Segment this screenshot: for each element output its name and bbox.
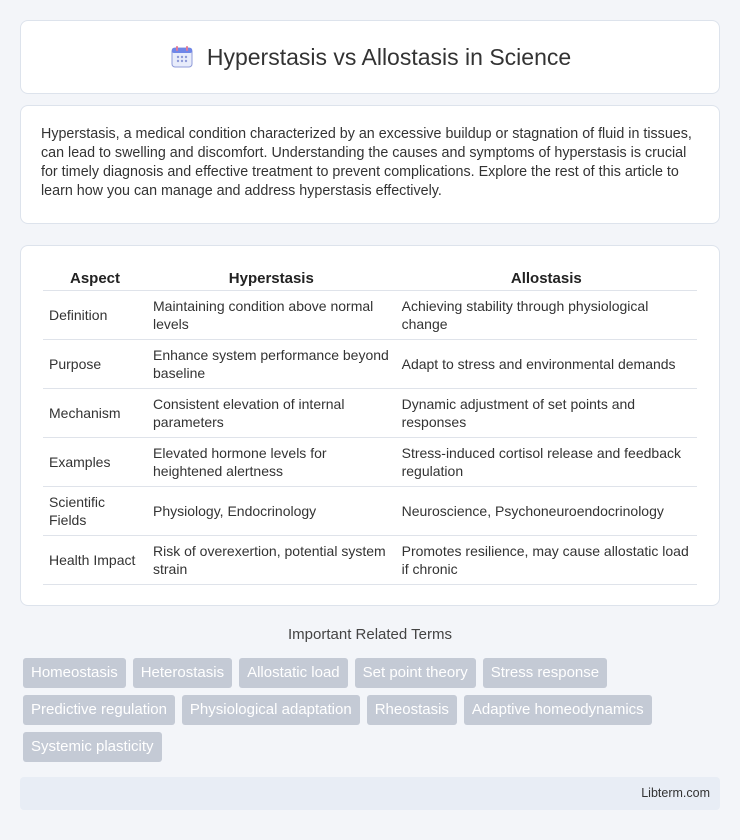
table-cell: Neuroscience, Psychoneuroendocrinology	[396, 486, 697, 535]
tag-predictive-regulation[interactable]: Predictive regulation	[23, 695, 175, 725]
tag-set-point-theory[interactable]: Set point theory	[355, 658, 476, 688]
table-cell: Achieving stability through physiological change	[396, 290, 697, 339]
table-cell: Promotes resilience, may cause allostatic load if chronic	[396, 535, 697, 584]
table-row	[43, 339, 697, 388]
intro-text: Hyperstasis, a medical condition characterized by an excessive buildup or stagnation of fluid in tissues, can lead to swelling and discomfort. Understanding the causes and symptoms of hyperstasis is crucial for timely diagnosis and effective treatment to prevent complications. Explore the rest of this article to learn how you can manage and address hyperstasis effectively.	[41, 126, 692, 199]
intro-card	[20, 105, 720, 224]
table-header-row	[43, 264, 697, 290]
table-cell: Examples	[43, 437, 147, 486]
calendar-icon	[169, 44, 195, 70]
table-cell: Scientific Fields	[43, 486, 147, 535]
tag-homeostasis[interactable]: Homeostasis	[23, 658, 126, 688]
table-row	[43, 535, 697, 584]
table-row	[43, 437, 697, 486]
table-cell: Elevated hormone levels for heightened alertness	[147, 437, 396, 486]
table-row	[43, 388, 697, 437]
table-cell: Risk of overexertion, potential system strain	[147, 535, 396, 584]
table-cell: Physiology, Endocrinology	[147, 486, 396, 535]
table-cell: Stress-induced cortisol release and feedback regulation	[396, 437, 697, 486]
comparison-table	[43, 264, 697, 585]
comparison-card	[20, 245, 720, 606]
table-row	[43, 486, 697, 535]
header-aspect: Aspect	[69, 270, 121, 288]
tag-systemic-plasticity[interactable]: Systemic plasticity	[23, 732, 162, 762]
footer-link[interactable]: Libterm.com	[641, 786, 710, 800]
tag-rheostasis[interactable]: Rheostasis	[367, 695, 457, 725]
table-cell: Health Impact	[43, 535, 147, 584]
related-terms-list	[23, 658, 723, 762]
tag-heterostasis[interactable]: Heterostasis	[133, 658, 232, 688]
table-cell: Adapt to stress and environmental demands	[396, 339, 697, 388]
table-cell: Dynamic adjustment of set points and responses	[396, 388, 697, 437]
table-cell: Definition	[43, 290, 147, 339]
header-card	[20, 20, 720, 94]
tag-physiological-adaptation[interactable]: Physiological adaptation	[182, 695, 360, 725]
footer	[20, 777, 720, 810]
table-cell: Enhance system performance beyond baseline	[147, 339, 396, 388]
header-allostasis: Allostasis	[510, 270, 582, 288]
related-terms-title: Important Related Terms	[288, 626, 452, 643]
table-cell: Consistent elevation of internal parameters	[147, 388, 396, 437]
tag-adaptive-homeodynamics[interactable]: Adaptive homeodynamics	[464, 695, 652, 725]
table-cell: Purpose	[43, 339, 147, 388]
page-title: Hyperstasis vs Allostasis in Science	[206, 43, 572, 70]
tag-allostatic-load[interactable]: Allostatic load	[239, 658, 348, 688]
table-cell: Maintaining condition above normal levels	[147, 290, 396, 339]
table-row	[43, 290, 697, 339]
tag-stress-response[interactable]: Stress response	[483, 658, 607, 688]
header-hyperstasis: Hyperstasis	[228, 270, 314, 288]
table-cell: Mechanism	[43, 388, 147, 437]
